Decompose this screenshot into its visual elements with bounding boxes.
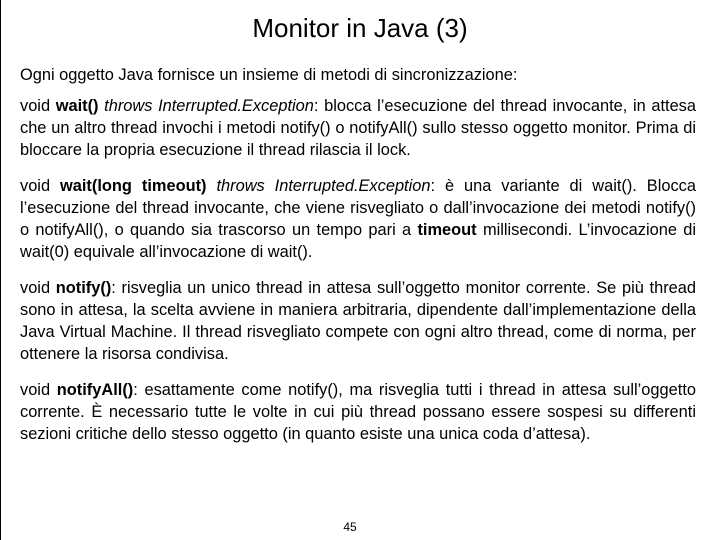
slide-border bbox=[0, 0, 1, 540]
wait-timeout-param: timeout bbox=[417, 221, 477, 239]
page-number: 45 bbox=[343, 520, 357, 534]
notify-paragraph bbox=[20, 277, 696, 365]
notify-method: notify() bbox=[55, 279, 112, 297]
wait-timeout-description-1: : è una variante di wait(). Blocca l’esecuzione del thread invocante, che viene risvegliato o dall’invocazione dei metodi notify() o notifyAll(), o quando sia trascorso un tempo pari a bbox=[20, 177, 696, 239]
notify-all-prefix: void bbox=[20, 381, 57, 399]
wait-timeout-description-2: millisecondi. L’invocazione di wait(0) equivale all’invocazione di wait(). bbox=[20, 221, 697, 261]
slide-content bbox=[20, 64, 696, 459]
wait-prefix: void bbox=[20, 97, 56, 115]
notify-description: : risveglia un unico thread in attesa sull’oggetto monitor corrente. Se più thread sono in attesa, la scelta avviene in maniera arbitraria, dipendente dall’implementazione della Java Virtual Machine. Il thread risvegliato compete con ogni altro thread, come di norma, per ottenere la risorsa condivisa. bbox=[20, 279, 696, 363]
wait-description: : blocca l’esecuzione del thread invocante, in attesa che un altro thread invochi i metodi notify() o notifyAll() sullo stesso oggetto monitor. Prima di bloccare la propria esecuzione il thread rilascia il lock. bbox=[20, 97, 696, 159]
wait-timeout-paragraph bbox=[20, 175, 696, 263]
intro-text: Ogni oggetto Java fornisce un insieme di metodi di sincronizzazione: bbox=[20, 66, 518, 84]
notify-all-method: notifyAll() bbox=[56, 381, 134, 399]
wait-timeout-prefix: void bbox=[20, 177, 61, 195]
wait-paragraph bbox=[20, 95, 696, 161]
notify-all-description: : esattamente come notify(), ma risveglia tutti i thread in attesa sull’oggetto corrente. È necessario tutte le volte in cui più thread possano essere sospesi su differenti sezioni critiche dello stesso oggetto (in quanto esiste una unica coda d’attesa). bbox=[20, 381, 696, 443]
wait-timeout-method: wait(long timeout) bbox=[60, 177, 207, 195]
wait-timeout-throws: throws Interrupted.Exception bbox=[206, 177, 431, 195]
slide-title: Monitor in Java (3) bbox=[252, 13, 468, 43]
notify-all-paragraph bbox=[20, 379, 696, 445]
wait-throws: throws Interrupted.Exception bbox=[98, 97, 314, 115]
notify-prefix: void bbox=[20, 279, 56, 297]
wait-method: wait() bbox=[55, 97, 99, 115]
